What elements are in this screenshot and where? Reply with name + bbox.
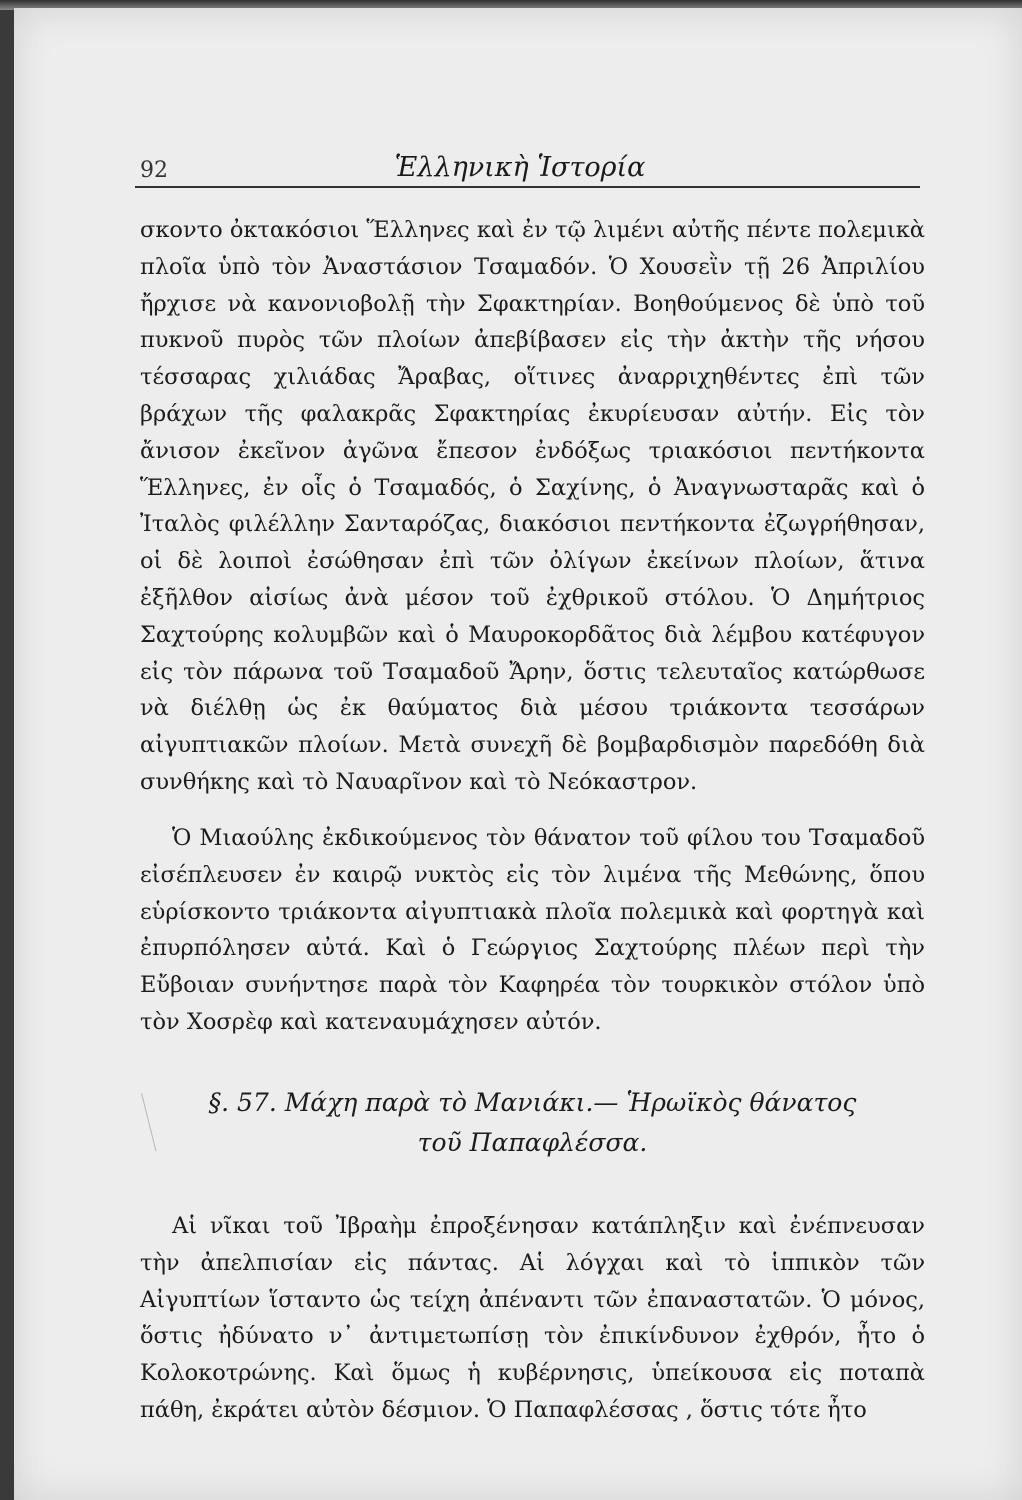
page-number: 92 xyxy=(140,158,168,183)
paragraph-maniaki: Αἱ νῖκαι τοῦ Ἰβραὴμ ἐπροξένησαν κατάπληξιν καὶ ἐνέπνευσαν τὴν ἀπελπισίαν εἰς πάντας. Αἱ λόγχαι καὶ τὸ ἱππικὸν τῶν Αἰγυπτίων ἵσταντο ὡς τείχη ἀπέναντι τῶν ἐπαναστατῶν. Ὁ μόνος, ὅστις ἠδύνατο ν᾽ ἀντιμετωπίσῃ τὸν ἐπικίνδυνον ἐχθρόν, ἦτο ὁ Κολοκοτρώνης. Καὶ ὅμως ἡ κυβέρνησις, ὑπείκουσα εἰς ποταπὰ πάθη, ἐκράτει αὐτὸν δέσμιον. Ὁ Παπαφλέσσας , ὅστις τότε ἦτο xyxy=(140,1213,925,1423)
paragraph-miaoulis: Ὁ Μιαούλης ἐκδικούμενος τὸν θάνατον τοῦ φίλου του Τσαμαδοῦ εἰσέπλευσεν ἐν καιρῷ νυκτὸς εἰς τὸν λιμένα τῆς Μεθώνης, ὅπου εὑρίσκοντο τριάκοντα αἰγυπτιακὰ πλοῖα πολεμικὰ καὶ φορτηγὰ καὶ ἐπυρπόλησεν αὐτά. Καὶ ὁ Γεώργιος Σαχτούρης πλέων περὶ τὴν Εὔβοιαν συνήντησε παρὰ τὸν Καφηρέα τὸν τουρκικὸν στόλον ὑπὸ τὸν Χοσρὲφ καὶ κατεναυμάχησεν αὐτόν. xyxy=(140,825,925,1035)
section-heading-line-2: τοῦ Παπαφλέσσα. xyxy=(417,1128,648,1157)
section-heading-line-1: §. 57. Μάχη παρὰ τὸ Μανιάκι.— Ἡρωϊκὸς θάνατος xyxy=(208,1088,857,1117)
paragraph-sfaktiria: σκοντο ὀκτακόσιοι Ἕλληνες καὶ ἐν τῷ λιμένι αὐτῆς πέντε πολεμικὰ πλοῖα ὑπὸ τὸν Ἀναστάσιον Τσαμαδόν. Ὁ Χουσεῒν τῇ 26 Ἀπριλίου ἤρχισε νὰ κανονιοβολῇ τὴν Σφακτηρίαν. Βοηθούμενος δὲ ὑπὸ τοῦ πυκνοῦ πυρὸς τῶν πλοίων ἀπεβίβασεν εἰς τὴν ἀκτὴν τῆς νήσου τέσσαρας χιλιάδας Ἄραβας, οἵτινες ἀναρριχηθέντες ἐπὶ τῶν βράχων τῆς φαλακρᾶς Σφακτηρίας ἐκυρίευσαν αὐτήν. Εἰς τὸν ἄνισον ἐκεῖνον ἀγῶνα ἔπεσον ἐνδόξως τριακόσιοι πεντήκοντα Ἕλληνες, ἐν οἷς ὁ Τσαμαδός, ὁ Σαχίνης, ὁ Ἀναγνωσταρᾶς καὶ ὁ Ἰταλὸς φιλέλλην Σανταρόζας, διακόσιοι πεντήκοντα ἐζωγρήθησαν, οἱ δὲ λοιποὶ ἐσώθησαν ἐπὶ τῶν ὀλίγων ἐκείνων πλοίων, ἅτινα ἐξῆλθον αἰσίως ἀνὰ μέσον τοῦ ἐχθρικοῦ στόλου. Ὁ Δημήτριος Σαχτούρης κολυμβῶν καὶ ὁ Μαυροκορδᾶτος διὰ λέμβου κατέφυγον εἰς τὸν πάρωνα τοῦ Τσαμαδοῦ Ἄρην, ὅστις τελευταῖος κατώρθωσε νὰ διέλθῃ ὡς ἐκ θαύματος διὰ μέσου τριάκοντα τεσσάρων αἰγυπτιακῶν πλοίων. Μετὰ συνεχῆ δὲ βομβαρδισμὸν παρεδόθη διὰ συνθήκης καὶ τὸ Ναυαρῖνον καὶ τὸ Νεόκαστρον. xyxy=(140,217,925,795)
section-heading xyxy=(140,1083,925,1163)
header-rule xyxy=(135,186,920,188)
running-title: Ἑλληνικὴ Ἱστορία xyxy=(394,152,646,183)
page-header xyxy=(120,150,920,190)
